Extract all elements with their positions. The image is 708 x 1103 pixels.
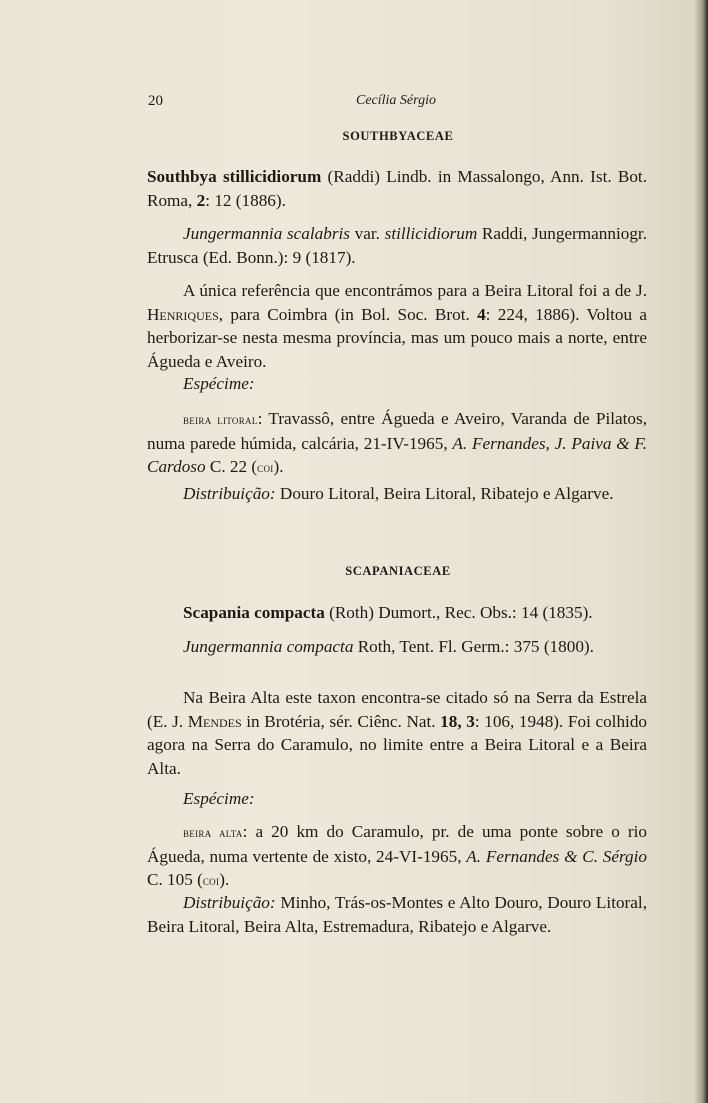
specimen-collectors: A. Fernandes, J. Paiva & F. Cardoso [147,433,647,476]
distribution-label: Distribuição: [183,893,276,912]
taxon-citation: : 12 (1886). [205,190,286,210]
distribution-paragraph-scapania [147,891,647,938]
cited-volume: 18, 3 [440,711,475,731]
specimen-number: C. 22 ( [205,457,258,476]
specimen-paragraph-scapania [147,820,647,893]
body-text-a: Na Beira Alta este taxon encontra-se citado só na Serra da Estrela (E. J. [147,688,647,731]
taxon-author: (Raddi) Lindb. in Massalongo, Ann. Ist. Bot. Roma, [147,167,647,210]
running-head: Cecília Sérgio [356,93,436,108]
distribution-paragraph-southbya [147,482,647,506]
distribution-text: Douro Litoral, Beira Litoral, Ribatejo e Algarve. [275,484,614,503]
specimen-close: ). [273,457,284,476]
synonym-name: Jungermannia compacta [183,637,354,656]
distribution-text: Minho, Trás-os-Montes e Alto Douro, Douro Litoral, Beira Litoral, Beira Alta, Estremadura, Ribatejo e Algarve. [147,893,647,936]
cited-volume: 4 [477,304,486,324]
taxon-name: Southbya stillicidiorum [147,167,322,186]
specimen-region: beira litoral [183,412,258,427]
synonym-epithet: stillicidiorum [384,224,478,243]
taxon-volume: 2 [196,190,206,210]
page-edge-shadow [694,0,708,1103]
synonym-citation: Roth, Tent. Fl. Germ.: 375 (1800). [353,637,594,656]
body-paragraph-scapania [147,686,647,780]
specimen-locality: : a 20 km do Caramulo, pr. de uma ponte sobre o rio Águeda, numa vertente de xisto, 24-VI-1965, [147,822,647,866]
taxon-name: Scapania compacta [183,603,325,622]
page-number: 20 [148,93,163,109]
cited-author: Mendes [187,711,242,731]
distribution-label: Distribuição: [183,484,276,503]
specimen-heading: Espécime: [183,789,255,808]
body-text-b: in Brotéria, sér. Ciênc. Nat. [241,711,441,731]
herbarium-code: coi [257,460,274,475]
family-title-scapaniaceae: SCAPANIACEAE [345,564,451,578]
specimen-close: ). [219,870,230,889]
body-text-c: : 106, 1948). Foi colhido agora na Serra do Caramulo, no limite entre a Beira Litoral e a Beira Alta. [147,711,648,778]
specimen-collectors: A. Fernandes & C. Sérgio [466,846,647,866]
synonym-var: var. [349,224,385,243]
body-paragraph-southbya [147,279,647,373]
cited-author: Henriques [147,304,219,324]
synonym-name: Jungermannia scalabris [183,224,350,243]
body-text-a: A única referência que encontrámos para a Beira Litoral foi a de J. [183,281,647,300]
specimen-heading: Espécime: [183,374,255,393]
page-header [148,93,648,115]
taxon-entry-southbya [147,165,647,212]
specimen-paragraph-southbya [147,407,647,480]
taxon-entry-scapania [147,601,647,625]
specimen-region: beira alta [183,825,243,840]
synonym-entry-scapania [147,635,647,659]
specimen-number: C. 105 ( [147,870,203,889]
specimen-locality: : Travassô, entre Águeda e Aveiro, Varanda de Pilatos, numa parede húmida, calcária, 21-IV-1965, [147,409,647,453]
synonym-entry-southbya [147,222,647,269]
body-text-c: : 224, 1886). Voltou a herborizar-se nesta mesma província, mas um pouco mais a norte, entre Águeda e Aveiro. [147,304,647,371]
body-text-b: , para Coimbra (in Bol. Soc. Brot. [218,304,478,324]
family-title-southbyaceae: SOUTHBYACEAE [342,129,454,143]
herbarium-code: coi [202,873,220,888]
taxon-citation: (Roth) Dumort., Rec. Obs.: 14 (1835). [324,603,593,622]
synonym-citation: Raddi, Jungermanniogr. Etrusca (Ed. Bonn.): 9 (1817). [147,224,647,267]
